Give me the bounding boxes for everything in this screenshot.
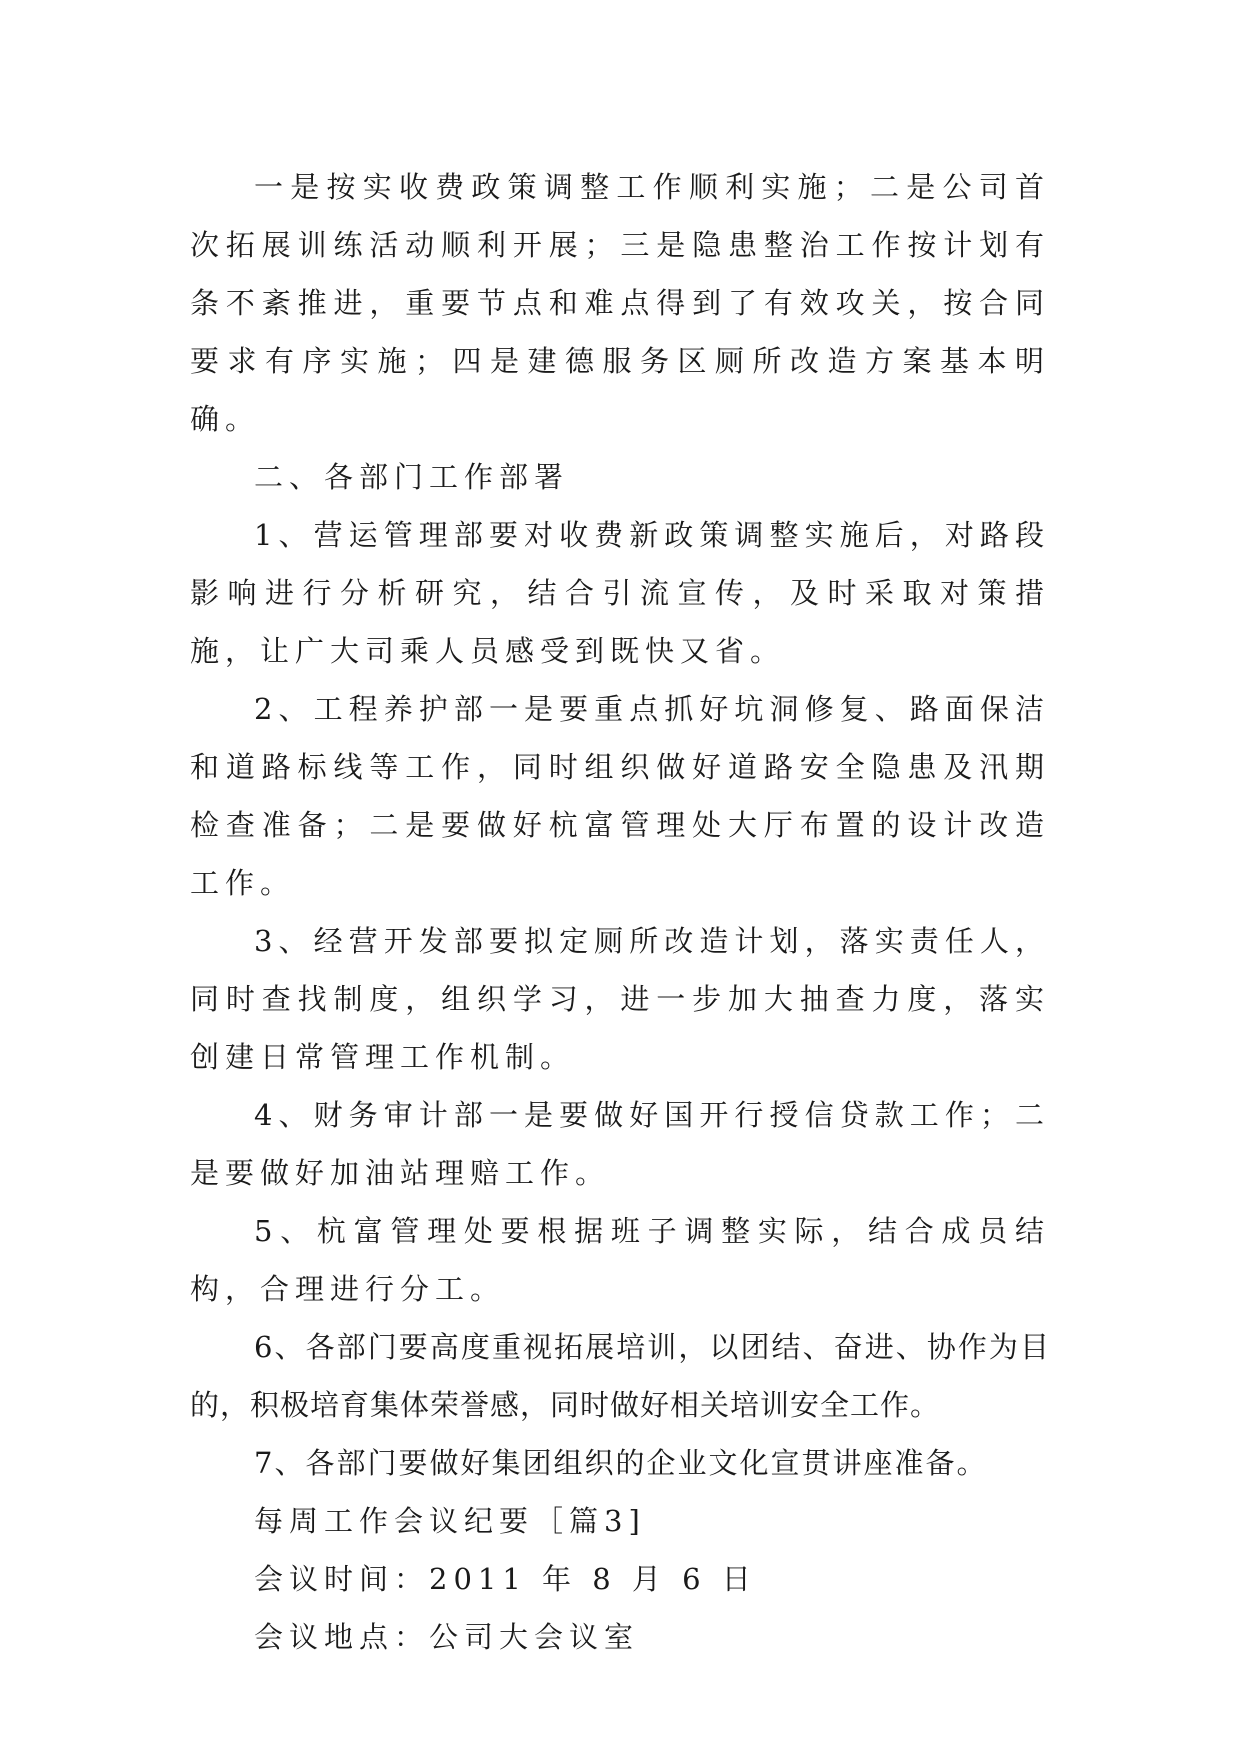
paragraph-item-2: 2、工程养护部一是要重点抓好坑洞修复、路面保洁和道路标线等工作，同时组织做好道路安全隐患及汛期检查准备；二是要做好杭富管理处大厅布置的设计改造工作。 xyxy=(190,692,1050,900)
meeting-location: 会议地点：公司大会议室 xyxy=(254,1620,640,1654)
section-heading: 二、各部门工作部署 xyxy=(254,460,570,494)
minutes-title: 每周工作会议纪要［篇3] xyxy=(254,1504,646,1538)
paragraph-item-6: 6、各部门要高度重视拓展培训，以团结、奋进、协作为目的，积极培育集体荣誉感，同时做好相关培训安全工作。 xyxy=(190,1330,1050,1422)
paragraph-item-5: 5、杭富管理处要根据班子调整实际，结合成员结构，合理进行分工。 xyxy=(190,1214,1050,1306)
paragraph-item-4: 4、财务审计部一是要做好国开行授信贷款工作；二是要做好加油站理赔工作。 xyxy=(190,1098,1050,1190)
meeting-time: 会议时间：2011 年 8 月 6 日 xyxy=(254,1562,757,1596)
paragraph-item-1: 1、营运管理部要对收费新政策调整实施后，对路段影响进行分析研究，结合引流宣传，及时采取对策措施，让广大司乘人员感受到既快又省。 xyxy=(190,518,1050,668)
paragraph-item-7: 7、各部门要做好集团组织的企业文化宣贯讲座准备。 xyxy=(254,1446,988,1480)
paragraph-summary: 一是按实收费政策调整工作顺利实施；二是公司首次拓展训练活动顺利开展；三是隐患整治工作按计划有条不紊推进，重要节点和难点得到了有效攻关，按合同要求有序实施；四是建德服务区厕所改造方案基本明确。 xyxy=(190,170,1050,436)
document-body xyxy=(190,158,1050,1666)
paragraph-item-3: 3、经营开发部要拟定厕所改造计划，落实责任人，同时查找制度，组织学习，进一步加大抽查力度，落实创建日常管理工作机制。 xyxy=(190,924,1050,1074)
